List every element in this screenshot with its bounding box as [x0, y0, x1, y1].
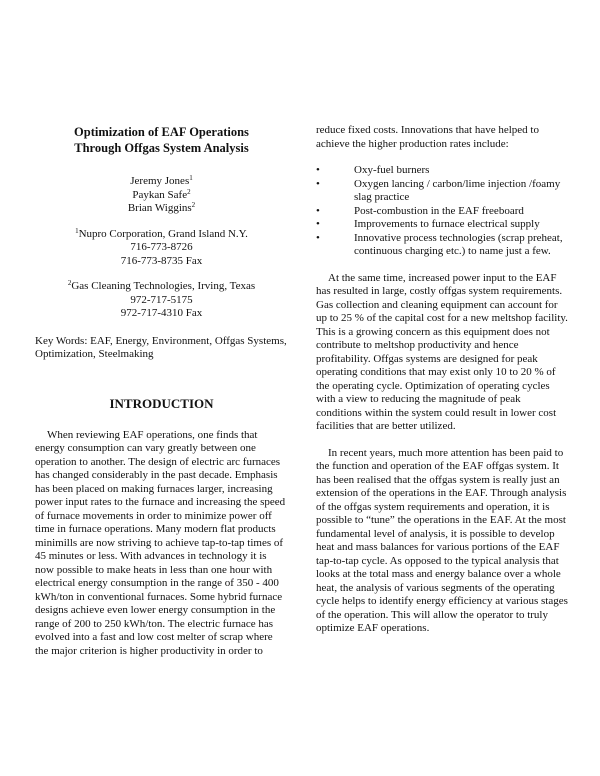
list-item: • Oxygen lancing / carbon/lime injection /foamy slag practice: [316, 177, 561, 203]
list-item: • Improvements to furnace electrical supply: [316, 218, 540, 230]
affiliation-fax: 972-717-4310 Fax: [120, 307, 203, 319]
bullet-icon: •: [316, 218, 320, 230]
list-item: • Oxy-fuel burners: [316, 164, 430, 176]
bullet-icon: •: [316, 177, 320, 190]
paragraph-offgas-analysis: In recent years, much more attention has been paid to the function and operation of the EAF offgas system. It has been realised that the offgas system is really just an extension of the operations in the EAF. Through analysis of the offgas system requirements and operation, it is possible to “tune” the operations in the EAF. At the most fundamental level of analysis, it is possible to develop heat and mass balances for various portions of the EAF tap-to-tap cycle. As opposed to the typical analysis that looks at the total mass and energy balance over a whole heat, the analysis of various segments of the operating cycle helps to identify energy efficiency at various stages of the operation. This will allow the operator to truly optimize EAF operations.: [316, 446, 568, 634]
keywords: Key Words: EAF, Energy, Environment, Offgas Systems, Optimization, Steelmaking: [35, 334, 287, 360]
author-list: [35, 175, 288, 216]
affiliation-2: [35, 280, 288, 321]
affiliation-phone: 716-773-8726: [130, 241, 193, 253]
affiliation-1: [35, 228, 288, 269]
affiliation-org: $^1$Nupro Corporation, Grand Island N.Y.: [75, 226, 248, 240]
bullet-icon: •: [316, 164, 320, 176]
left-column: [35, 124, 288, 658]
affiliation-org: $^2$Gas Cleaning Technologies, Irving, Texas: [67, 279, 256, 292]
title-line-1: Optimization of EAF Operations: [74, 125, 249, 139]
paragraph-offgas-requirements: At the same time, increased power input to the EAF has resulted in large, costly offgas system requirements. Gas collection and cleaning equipment can account for up to 25 % of the capital cost for a new meltshop facility. This is a growing concern as this equipment does not contribute to meltshop productivity and hence profitability. Offgas systems are designed for peak operating conditions that may exist only 10 to 20 % of the operating cycle. Optimization of operating cycles with a view to reducing the magnitude of peak conditions within the system could result in lower cost facilities that are better utilized.: [316, 271, 568, 432]
bullet-icon: •: [316, 204, 320, 217]
section-heading: INTRODUCTION: [109, 395, 214, 411]
list-item: • Post-combustion in the EAF freeboard: [316, 204, 524, 217]
author: Jeremy Jones$^1$: [130, 174, 193, 187]
list-item: • Innovative process technologies (scrap preheat, continuous charging etc.) to name just a few.: [316, 231, 563, 257]
bullet-icon: •: [316, 231, 320, 244]
right-column: [316, 124, 568, 636]
title-line-2: Through Offgas System Analysis: [74, 141, 249, 155]
continued-paragraph: reduce fixed costs. Innovations that have helped to achieve the higher production rates include:: [316, 124, 539, 150]
affiliation-fax: 716-773-8735 Fax: [120, 254, 203, 267]
paper-title: [35, 124, 288, 156]
author: Brian Wiggins$^2$: [127, 201, 196, 214]
author: Paykan Safe$^2$: [132, 187, 191, 201]
affiliation-phone: 972-717-5175: [130, 293, 193, 306]
intro-paragraph: When reviewing EAF operations, one finds that energy consumption can vary greatly between one operation to another. The design of electric arc furnaces has changed considerably in the past decade. Emphasis has been placed on making furnaces larger, increasing power input rates to the furnace and increasing the speed of furnace movements in order to minimize power off time in furnace operations. Many modern flat products minimills are now striving to achieve tap-to-tap times of 45 minutes or less. With advances in technology it is now possible to make heats in less than one hour with electrical energy consumption in the range of 350 - 400 kWh/ton in conventional furnaces. Some hybrid furnace designs achieve even lower energy consumption in the range of 200 to 250 kWh/ton. The electric furnace has evolved into a fast and low cost melter of scrap where the major criterion is higher productivity in order to: [35, 428, 286, 657]
innovation-list: [316, 164, 568, 259]
